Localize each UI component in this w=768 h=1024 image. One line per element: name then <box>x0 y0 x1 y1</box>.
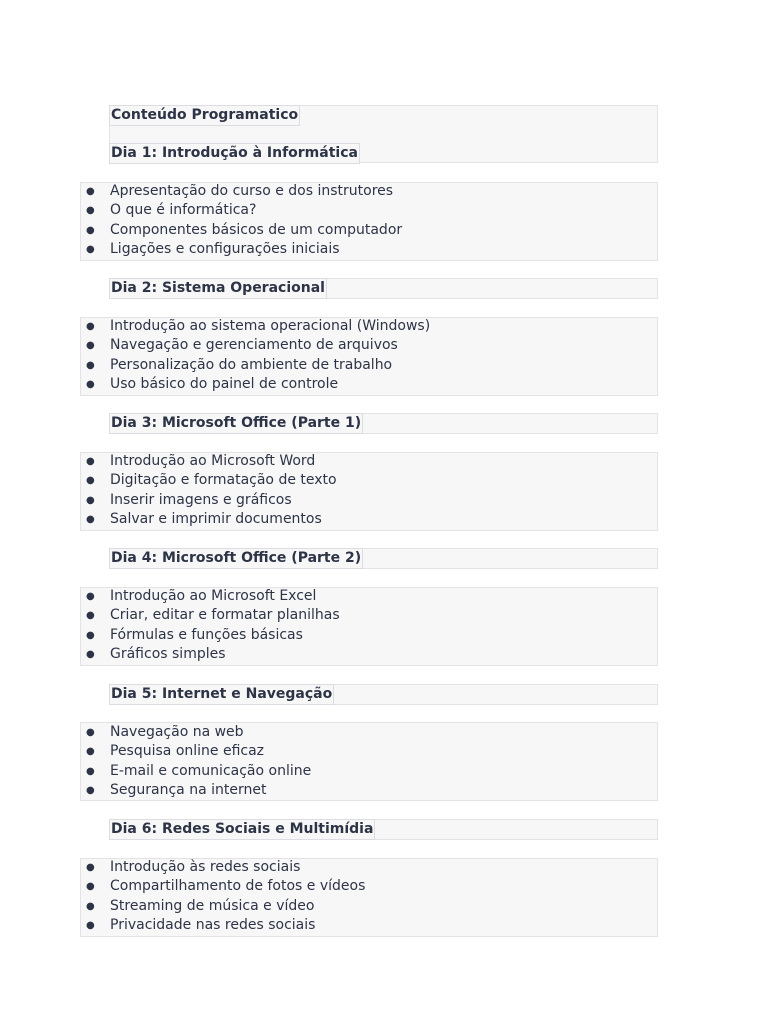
list-item: ● Privacidade nas redes sociais <box>80 916 658 935</box>
day-3-list <box>80 452 658 530</box>
day-1-list <box>80 182 658 260</box>
list-item: ● Compartilhamento de fotos e vídeos <box>80 877 658 896</box>
day-2-heading: Dia 2: Sistema Operacional <box>109 278 327 299</box>
day-5-heading: Dia 5: Internet e Navegação <box>109 684 334 705</box>
list-item: ● Introdução ao Microsoft Excel <box>80 587 658 606</box>
list-item: ● Criar, editar e formatar planilhas <box>80 606 658 625</box>
day-6-list <box>80 858 658 936</box>
bullet-icon: ● <box>86 920 95 932</box>
list-item: ● Componentes básicos de um computador <box>80 221 658 240</box>
list-item: ● Navegação na web <box>80 723 658 742</box>
bullet-icon: ● <box>86 340 95 352</box>
list-item: ● Pesquisa online eficaz <box>80 742 658 761</box>
list-item: ● Digitação e formatação de texto <box>80 471 658 490</box>
bullet-icon: ● <box>86 746 95 758</box>
list-item: ● Navegação e gerenciamento de arquivos <box>80 336 658 355</box>
bullet-icon: ● <box>86 205 95 217</box>
document-title: Conteúdo Programatico <box>109 105 300 126</box>
day-6-heading: Dia 6: Redes Sociais e Multimídia <box>109 819 375 840</box>
bullet-icon: ● <box>86 359 95 371</box>
bullet-icon: ● <box>86 881 95 893</box>
list-item: ● Introdução ao Microsoft Word <box>80 452 658 471</box>
bullet-icon: ● <box>86 629 95 641</box>
day-4-list <box>80 587 658 665</box>
list-item: ● Introdução ao sistema operacional (Windows) <box>80 317 658 336</box>
bullet-icon: ● <box>86 727 95 738</box>
bullet-icon: ● <box>86 765 95 777</box>
list-item: ● Personalização do ambiente de trabalho <box>80 356 658 375</box>
bullet-icon: ● <box>86 321 95 332</box>
day-3-heading: Dia 3: Microsoft Office (Parte 1) <box>109 413 363 434</box>
day-1-heading: Dia 1: Introdução à Informática <box>109 143 360 164</box>
list-item: ● Segurança na internet <box>80 781 658 800</box>
list-item: ● E-mail e comunicação online <box>80 762 658 781</box>
bullet-icon: ● <box>86 224 95 236</box>
list-item: ● Uso básico do painel de controle <box>80 375 658 394</box>
bullet-icon: ● <box>86 862 95 873</box>
day-2-list <box>80 317 658 395</box>
bullet-icon: ● <box>86 494 95 506</box>
bullet-icon: ● <box>86 514 95 526</box>
bullet-icon: ● <box>86 475 95 487</box>
list-item: ● Inserir imagens e gráficos <box>80 491 658 510</box>
list-item: ● Fórmulas e funções básicas <box>80 626 658 645</box>
bullet-icon: ● <box>86 610 95 622</box>
list-item: ● Streaming de música e vídeo <box>80 897 658 916</box>
bullet-icon: ● <box>86 900 95 912</box>
bullet-icon: ● <box>86 591 95 602</box>
bullet-icon: ● <box>86 244 95 256</box>
list-item: ● Salvar e imprimir documentos <box>80 510 658 529</box>
bullet-icon: ● <box>86 456 95 467</box>
bullet-icon: ● <box>86 186 95 197</box>
list-item: ● Introdução às redes sociais <box>80 858 658 877</box>
list-item: ● Apresentação do curso e dos instrutores <box>80 182 658 201</box>
list-item: ● O que é informática? <box>80 201 658 220</box>
bullet-icon: ● <box>86 649 95 661</box>
list-item: ● Gráficos simples <box>80 645 658 664</box>
day-4-heading: Dia 4: Microsoft Office (Parte 2) <box>109 548 363 569</box>
bullet-icon: ● <box>86 379 95 391</box>
day-5-list <box>80 723 658 801</box>
bullet-icon: ● <box>86 785 95 797</box>
list-item: ● Ligações e configurações iniciais <box>80 240 658 259</box>
